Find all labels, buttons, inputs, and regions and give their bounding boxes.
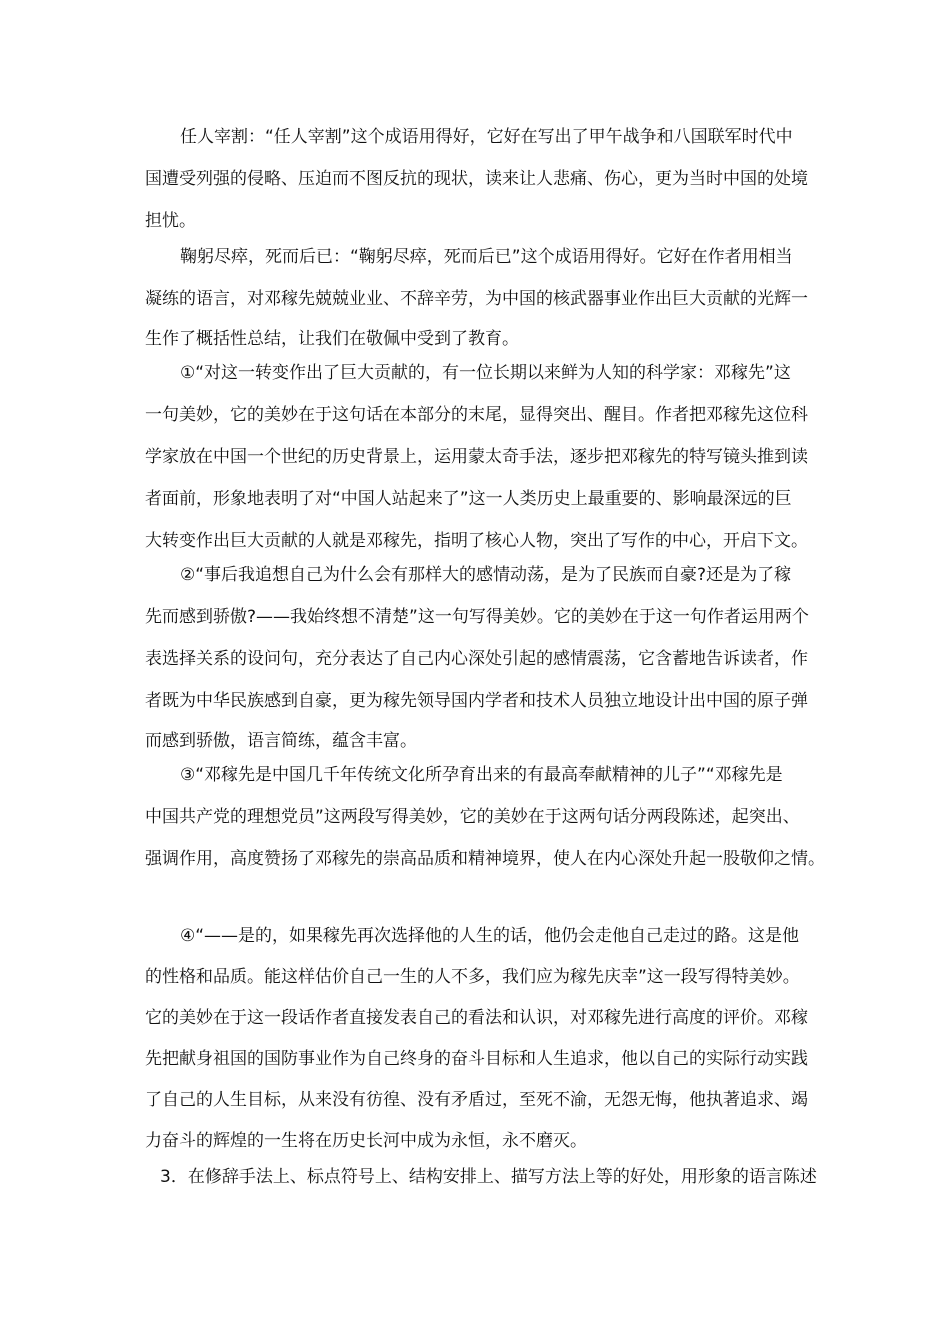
paragraph-line: 凝练的语言，对邓稼先兢兢业业、不辞辛劳，为中国的核武器事业作出巨大贡献的光辉一: [145, 289, 808, 309]
paragraph-line: 强调作用，高度赞扬了邓稼先的崇高品质和精神境界，使人在内心深处升起一股敬仰之情。: [145, 849, 825, 869]
paragraph-line: ①“对这一转变作出了巨大贡献的，有一位长期以来鲜为人知的科学家：邓稼先”这: [180, 363, 791, 383]
paragraph-line: 力奋斗的辉煌的一生将在历史长河中成为永恒，永不磨灭。: [145, 1131, 587, 1151]
paragraph-line: 者既为中华民族感到自豪，更为稼先领导国内学者和技术人员独立地设计出中国的原子弹: [145, 691, 808, 711]
paragraph-line: 鞠躬尽瘁，死而后已：“鞠躬尽瘁，死而后已”这个成语用得好。它好在作者用相当: [180, 247, 793, 267]
paragraph-line: 中国共产党的理想党员”这两段写得美妙，它的美妙在于这两句话分两段陈述，起突出、: [145, 807, 800, 827]
paragraph-line: 而感到骄傲，语言简练，蕴含丰富。: [145, 731, 417, 751]
paragraph-line: 任人宰割：“任人宰割”这个成语用得好，它好在写出了甲午战争和八国联军时代中: [180, 127, 793, 147]
paragraph-line: ③“邓稼先是中国几千年传统文化所孕育出来的有最高奉献精神的儿子”“邓稼先是: [180, 765, 783, 785]
paragraph-line: 表选择关系的设问句，充分表达了自己内心深处引起的感情震荡，它含蓄地告诉读者，作: [145, 649, 808, 669]
paragraph-line: 先而感到骄傲?——我始终想不清楚”这一句写得美妙。它的美妙在于这一句作者运用两个: [145, 607, 809, 627]
paragraph-line: 担忧。: [145, 211, 196, 231]
paragraph-line: 者面前，形象地表明了对“中国人站起来了”这一人类历史上最重要的、影响最深远的巨: [145, 489, 792, 509]
paragraph-line: ④“——是的，如果稼先再次选择他的人生的话，他仍会走他自己走过的路。这是他: [180, 926, 800, 946]
paragraph-line: 国遭受列强的侵略、压迫而不图反抗的现状，读来让人悲痛、伤心，更为当时中国的处境: [145, 169, 808, 189]
paragraph-line: 了自己的人生目标，从来没有彷徨、没有矛盾过，至死不渝，无怨无悔，他执著追求、竭: [145, 1090, 808, 1110]
paragraph-line: ②“事后我追想自己为什么会有那样大的感情动荡，是为了民族而自豪?还是为了稼: [180, 565, 792, 585]
paragraph-line: 生作了概括性总结，让我们在敬佩中受到了教育。: [145, 329, 519, 349]
paragraph-line: 它的美妙在于这一段话作者直接发表自己的看法和认识，对邓稼先进行高度的评价。邓稼: [145, 1008, 808, 1028]
paragraph-line: 的性格和品质。能这样估价自己一生的人不多，我们应为稼先庆幸”这一段写得特美妙。: [145, 967, 800, 987]
paragraph-line: 大转变作出巨大贡献的人就是邓稼先，指明了核心人物，突出了写作的中心，开启下文。: [145, 531, 808, 551]
paragraph-line: 学家放在中国一个世纪的历史背景上，运用蒙太奇手法，逐步把邓稼先的特写镜头推到读: [145, 447, 808, 467]
numbered-item-line: 3．在修辞手法上、标点符号上、结构安排上、描写方法上等的好处，用形象的语言陈述: [160, 1167, 817, 1187]
paragraph-line: 一句美妙，它的美妙在于这句话在本部分的末尾，显得突出、醒目。作者把邓稼先这位科: [145, 405, 808, 425]
paragraph-line: 先把献身祖国的国防事业作为自己终身的奋斗目标和人生追求，他以自己的实际行动实践: [145, 1049, 808, 1069]
